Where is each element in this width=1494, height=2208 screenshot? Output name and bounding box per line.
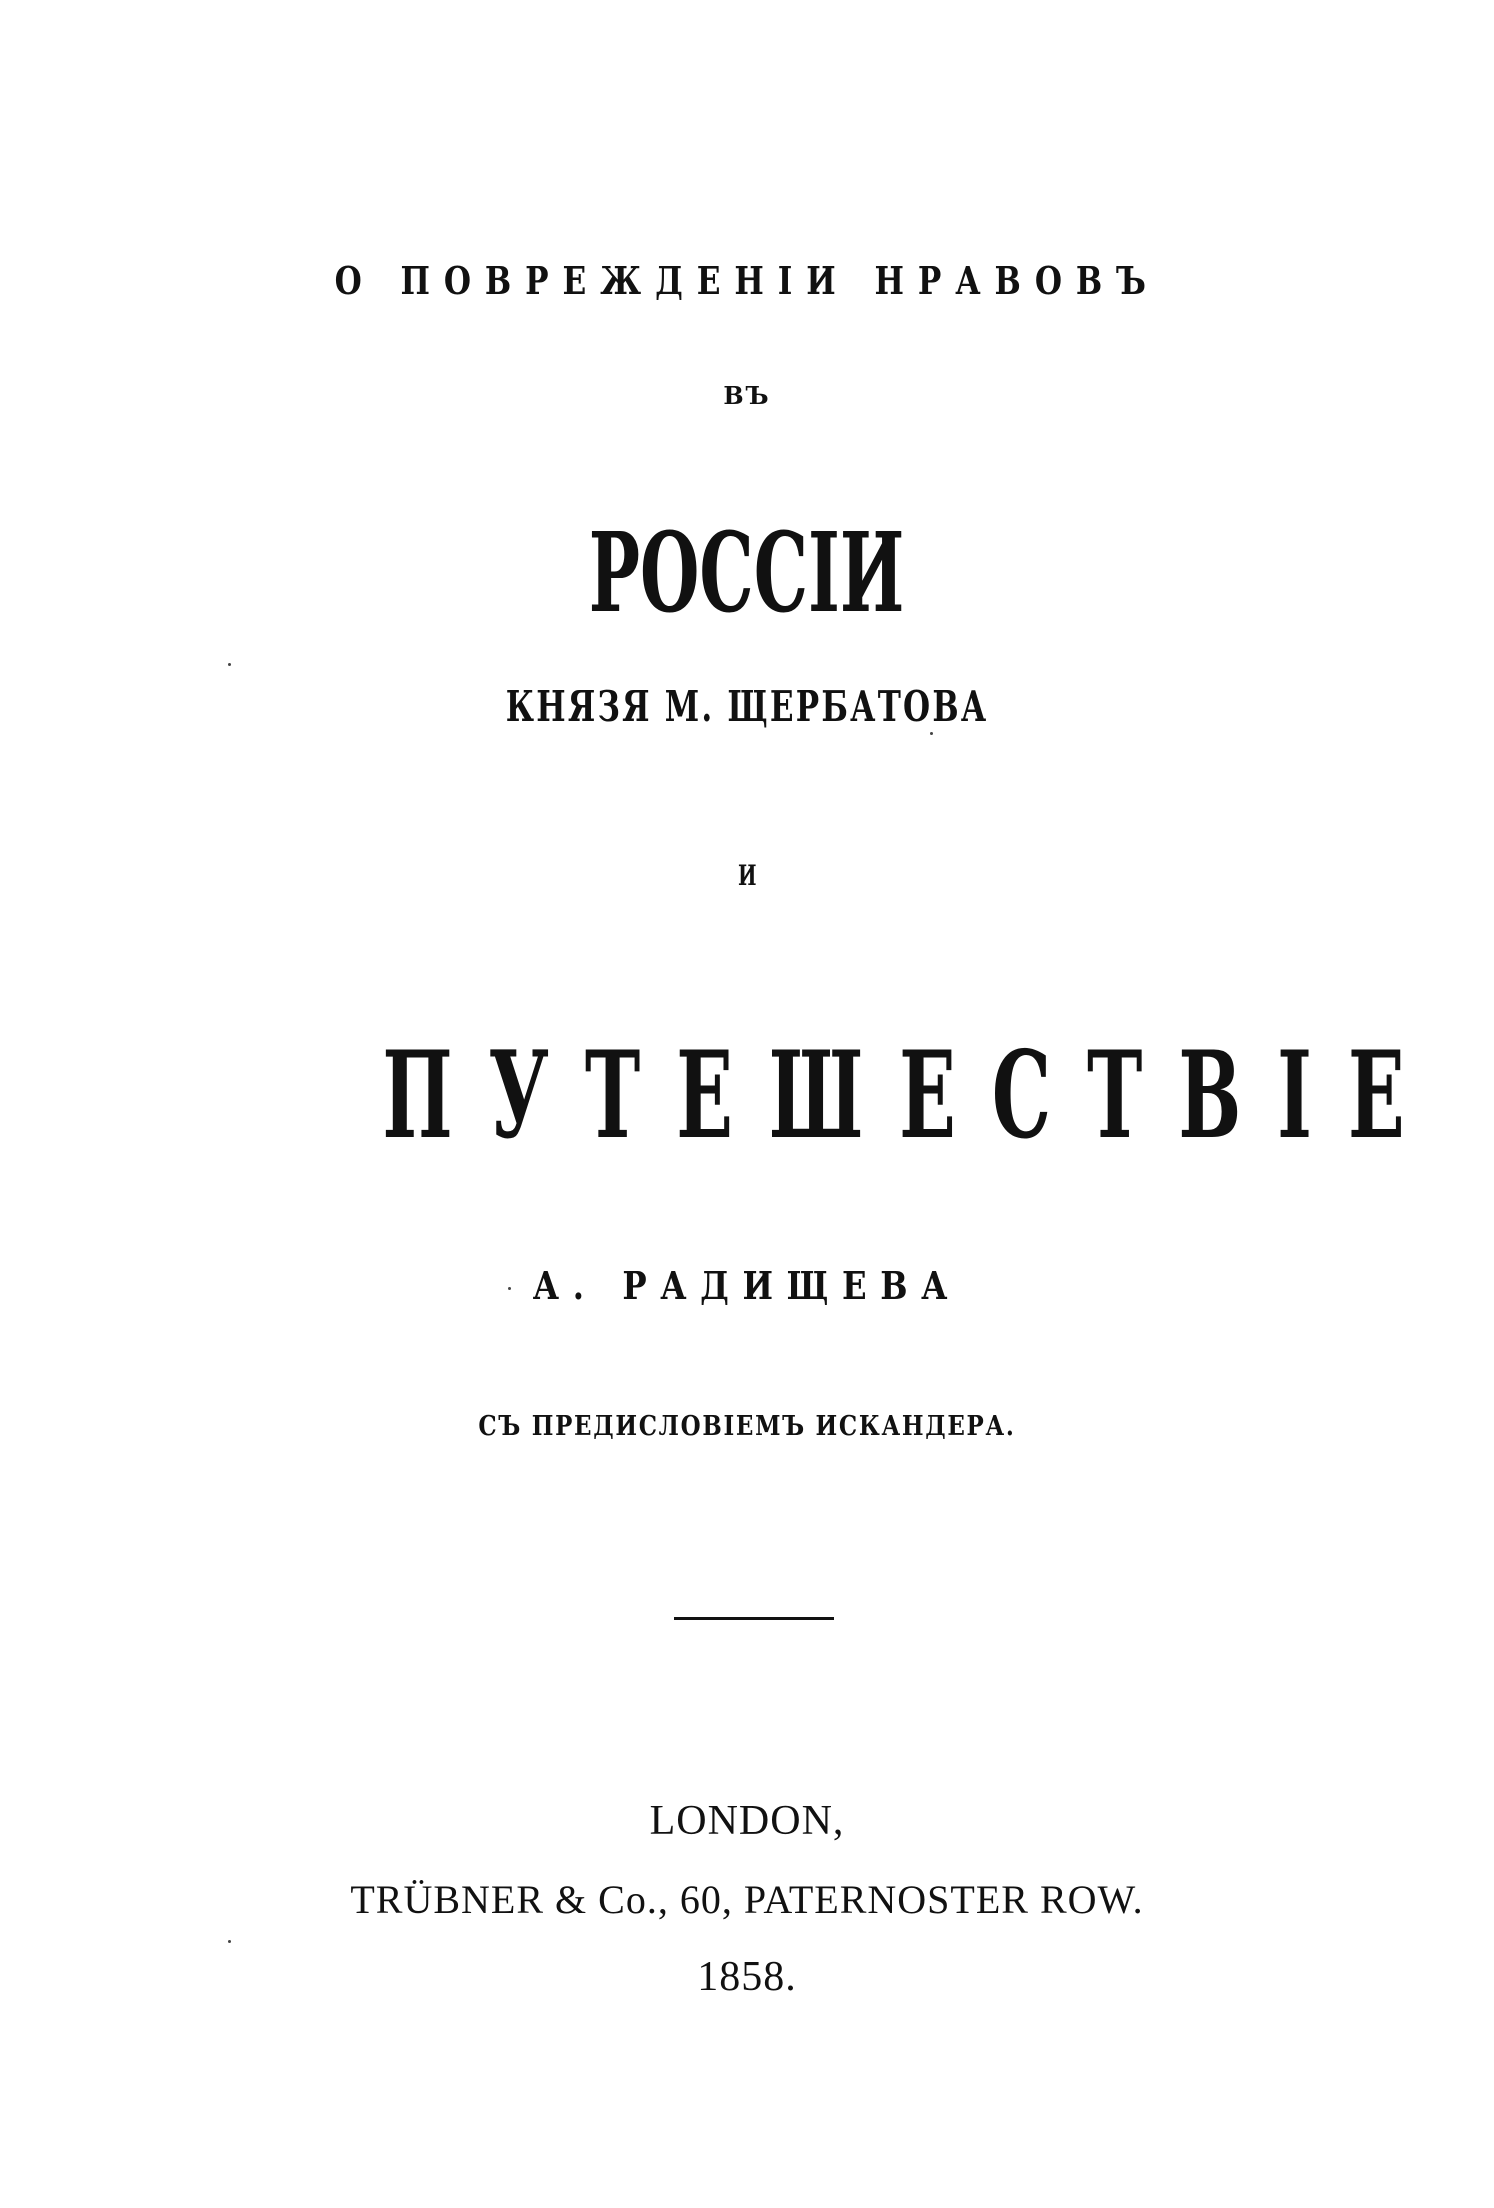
title-line-3 (0, 1025, 1494, 1166)
decorative-rule (674, 1617, 834, 1620)
title-line-3-text: ПУТЕШЕСТВІЕ (382, 1025, 1441, 1166)
author-line-2 (0, 1263, 1494, 1308)
conjunction (0, 859, 1494, 892)
imprint-year: 1858. (697, 1954, 797, 2000)
title-line-1 (0, 258, 1494, 303)
scan-speck (508, 1287, 511, 1290)
author-line-1-text: КНЯЗЯ М. ЩЕРБАТОВА (505, 682, 989, 731)
imprint-city: LONDON, (649, 1798, 845, 1844)
author-line-2-text: А. РАДИЩЕВА (532, 1263, 962, 1308)
preface-note (0, 1413, 1494, 1440)
title-line-2 (0, 508, 1494, 637)
title-line-1-text: О ПОВРЕЖДЕНІИ НРАВОВЪ (334, 258, 1160, 303)
scan-speck (930, 732, 933, 735)
preface-note-text: СЪ ПРЕДИСЛОВІЕМЪ ИСКАНДЕРА. (478, 1411, 1016, 1442)
imprint-publisher: TRÜBNER & Co., 60, PATERNOSTER ROW. (350, 1877, 1144, 1922)
preposition (0, 381, 1494, 410)
preposition-text: ВЪ (723, 381, 771, 410)
conjunction-text: И (737, 859, 757, 892)
author-line-1 (0, 682, 1494, 731)
scan-speck (228, 663, 231, 666)
title-line-2-text: РОССІИ (589, 508, 905, 637)
scan-speck (228, 1940, 231, 1943)
